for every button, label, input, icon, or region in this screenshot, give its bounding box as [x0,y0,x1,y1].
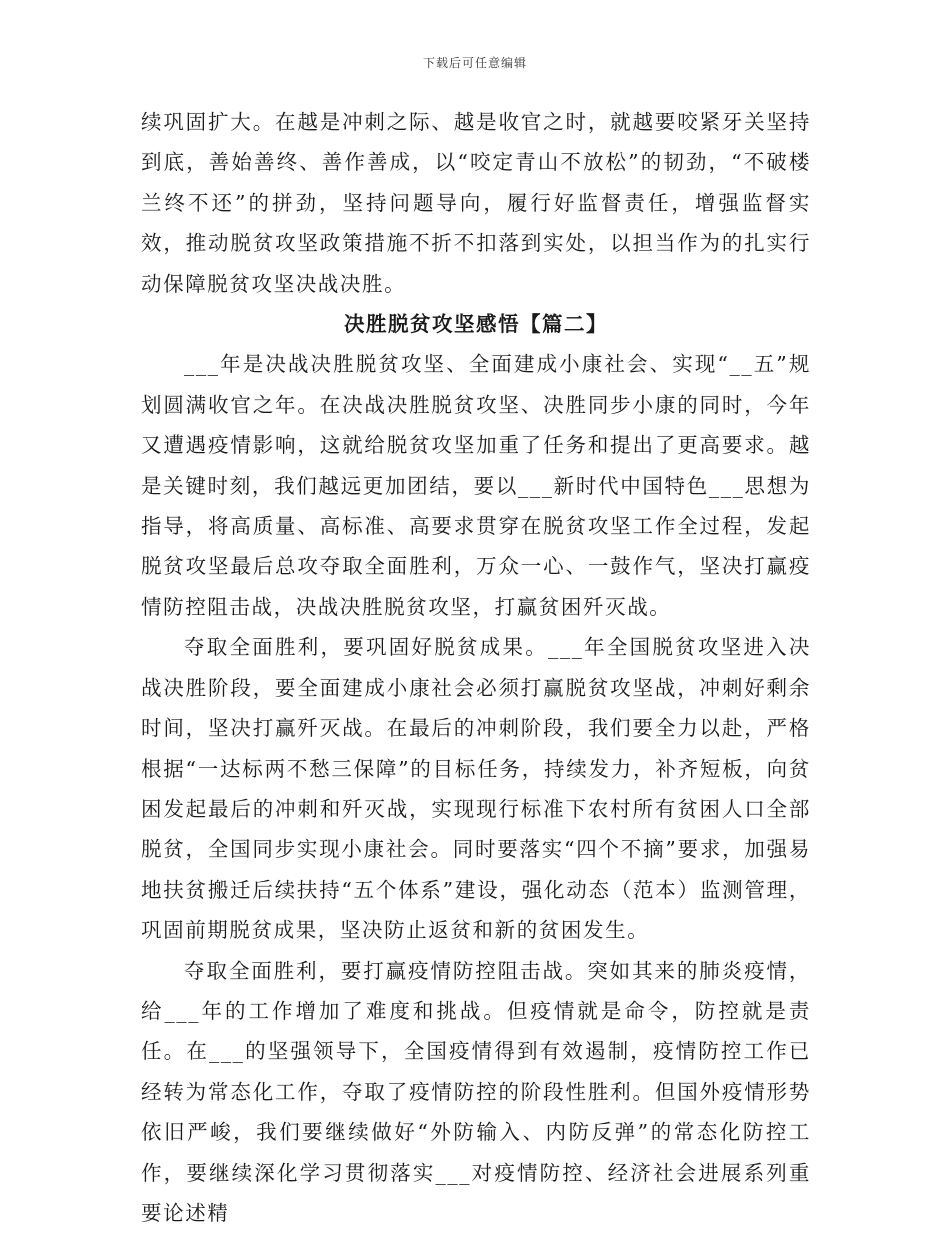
section-title: 决胜脱贫攻坚感悟【篇二】 [344,312,608,337]
page-header: 下载后可任意编辑 [422,56,527,70]
paragraph-1: 续巩固扩大。在越是冲刺之际、越是收官之时，就越要咬紧牙关坚持到底，善始善终、善作善成，以“咬定青山不放松”的韧劲，“不破楼兰终不还”的拼劲，坚持问题导向，履行好监督责任，增强监督实效，推动脱贫攻坚政策措施不折不扣落到实处，以担当作为的扎实行动保障脱贫攻坚决战决胜。 [141,110,811,296]
document-body [141,102,811,1233]
paragraph-2: ___年是决战决胜脱贫攻坚、全面建成小康社会、实现“__五”规划圆满收官之年。在决战决胜脱贫攻坚、决胜同步小康的同时，今年又遭遇疫情影响，这就给脱贫攻坚加重了任务和提出了更高要求。越是关键时刻，我们越远更加团结，要以___新时代中国特色___思想为指导，将高质量、高标准、高要求贯穿在脱贫攻坚工作全过程，发起脱贫攻坚最后总攻夺取全面胜利，万众一心、一鼓作气，坚决打赢疫情防控阻击战，决战决胜脱贫攻坚，打赢贫困歼灭战。 [141,352,811,619]
paragraph-3: 夺取全面胜利，要巩固好脱贫成果。___年全国脱贫攻坚进入决战决胜阶段，要全面建成小康社会必须打赢脱贫攻坚战，冲刺好剩余时间，坚决打赢歼灭战。在最后的冲刺阶段，我们要全力以赴，严格根据“一达标两不愁三保障”的目标任务，持续发力，补齐短板，向贫困发起最后的冲刺和歼灭战，实现现行标准下农村所有贫困人口全部脱贫，全国同步实现小康社会。同时要落实“四个不摘”要求，加强易地扶贫搬迁后续扶持“五个体系”建设，强化动态（范本）监测管理，巩固前期脱贫成果，坚决防止返贫和新的贫困发生。 [141,635,811,943]
paragraph-4: 夺取全面胜利，要打赢疫情防控阻击战。突如其来的肺炎疫情，给___年的工作增加了难度和挑战。但疫情就是命令，防控就是责任。在___的坚强领导下，全国疫情得到有效遏制，疫情防控工作已经转为常态化工作，夺取了疫情防控的阶段性胜利。但国外疫情形势依旧严峻，我们要继续做好“外防输入、内防反弹”的常态化防控工作，要继续深化学习贯彻落实___对疫情防控、经济社会进展系列重要论述精 [141,958,811,1225]
